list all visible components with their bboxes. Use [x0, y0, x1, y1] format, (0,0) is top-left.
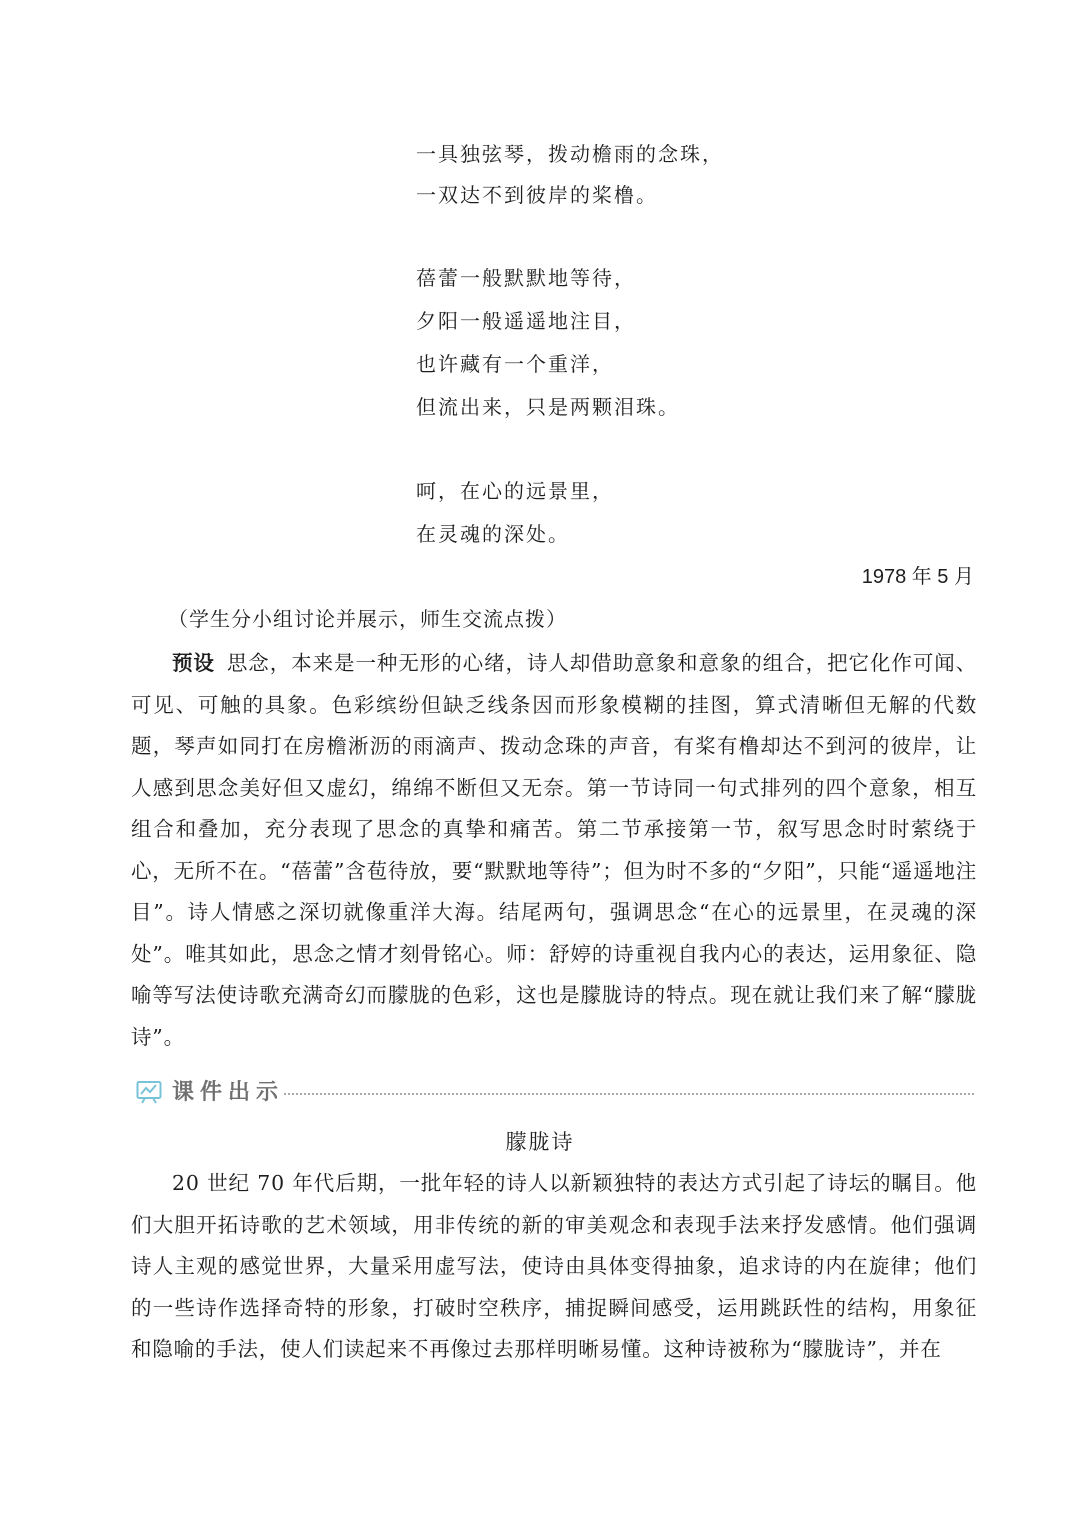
poem-line: 夕阳一般遥遥地注目， [416, 309, 636, 333]
poem-date: 1978 年 5 月 [861, 566, 974, 588]
poem-line: 一具独弦琴，拨动檐雨的念珠， [416, 142, 724, 166]
poem-line: 在灵魂的深处。 [416, 522, 570, 546]
preset-paragraph [131, 643, 977, 1058]
poem-line: 蓓蕾一般默默地等待， [416, 266, 636, 290]
preset-label: 预设 [172, 651, 215, 675]
section-title: 课件出示 [172, 1080, 285, 1105]
discussion-note: （学生分小组讨论并展示，师生交流点拨） [168, 607, 567, 631]
misty-poetry-paragraph: 20 世纪 70 年代后期，一批年轻的诗人以新颖独特的表达方式引起了诗坛的瞩目。他们大胆开拓诗歌的艺术领域，用非传统的新的审美观念和表现手法来抒发感情。他们强调诗人主观的感觉世界，大量采用虚写法，使诗由具体变得抽象，追求诗的内在旋律；他们的一些诗作选择奇特的形象，打破时空秩序，捕捉瞬间感受，运用跳跃性的结构，用象征和隐喻的手法，使人们读起来不再像过去那样明晰易懂。这种诗被称为“朦胧诗”，并在 [131, 1171, 977, 1361]
poem-line: 呵，在心的远景里， [416, 479, 614, 503]
poem-line: 但流出来，只是两颗泪珠。 [416, 395, 680, 419]
chart-board-icon [136, 1080, 162, 1104]
poem-line: 一双达不到彼岸的桨橹。 [416, 183, 658, 207]
section-divider [284, 1093, 974, 1095]
poem-line: 也许藏有一个重洋， [416, 352, 614, 376]
misty-poetry-title: 朦胧诗 [505, 1130, 575, 1154]
preset-text: 思念，本来是一种无形的心绪，诗人却借助意象和意象的组合，把它化作可闻、可见、可触的具象。色彩缤纷但缺乏线条因而形象模糊的挂图，算式清晰但无解的代数题，琴声如同打在房檐淅沥的雨滴声、拨动念珠的声音，有桨有橹却达不到河的彼岸，让人感到思念美好但又虚幻，绵绵不断但又无奈。第一节诗同一句式排列的四个意象，相互组合和叠加，充分表现了思念的真挚和痛苦。第二节承接第一节，叙写思念时时萦绕于心，无所不在。“蓓蕾”含苞待放，要“默默地等待”；但为时不多的“夕阳”，只能“遥遥地注目”。诗人情感之深切就像重洋大海。结尾两句，强调思念“在心的远景里，在灵魂的深处”。唯其如此，思念之情才刻骨铭心。师：舒婷的诗重视自我内心的表达，运用象征、隐喻等写法使诗歌充满奇幻而朦胧的色彩，这也是朦胧诗的特点。现在就让我们来了解“朦胧诗”。 [131, 651, 977, 1049]
section-header [134, 1074, 974, 1114]
